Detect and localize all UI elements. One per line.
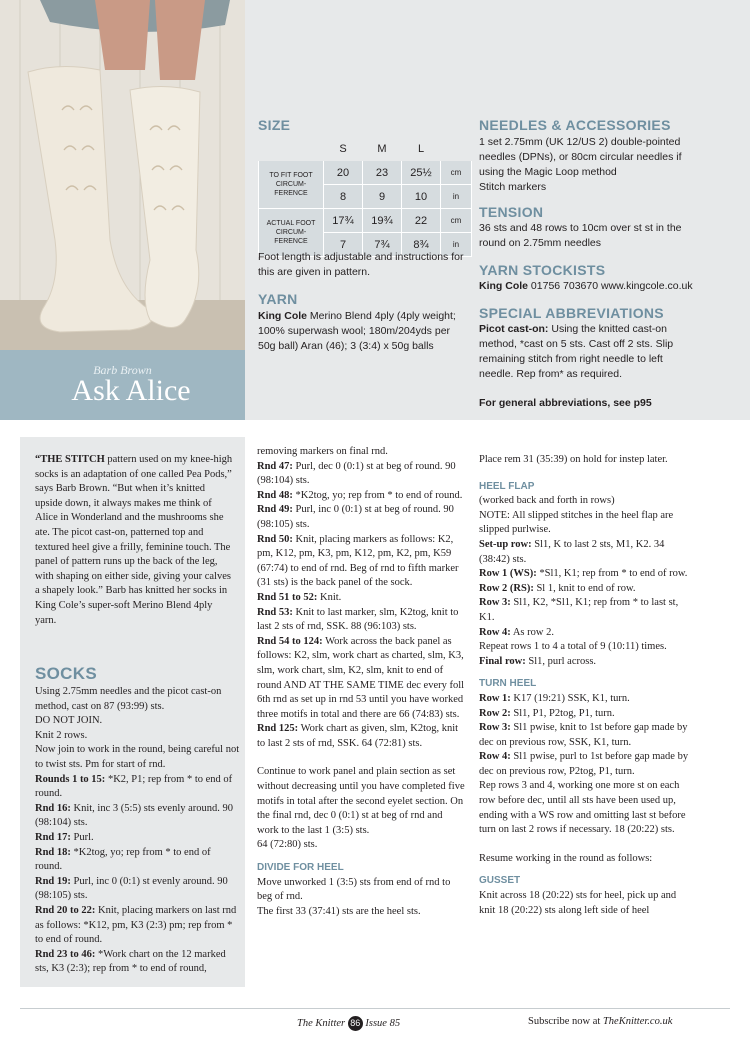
instruction-line: NOTE: All slipped stitches in the heel flap are slipped purlwise.	[479, 509, 674, 536]
instruction-line: Row 1: K17 (19:21) SSK, K1, turn.	[479, 692, 630, 704]
yarn-text: King Cole Merino Blend 4ply (4ply weight; 100% superwash wool; 180m/204yds per 50g ball) Aran (46); 3 (3:4) x 50g balls	[258, 310, 456, 352]
size-col-m: M	[363, 137, 402, 161]
instruction-line: Rnd 53: Knit to last marker, slm, K2tog, knit to last 2 sts of rnd, SSK. 88 (96:103) sts.	[257, 606, 459, 633]
instruction-line: Row 1 (WS): *Sl1, K1; rep from * to end of row.	[479, 568, 688, 580]
needles-text: 1 set 2.75mm (UK 12/US 2) double-pointed needles (DPNs), or 80cm circular needles if using the Magic Loop method Stitch markers	[479, 136, 682, 193]
socks-photo	[0, 0, 245, 350]
size-row-label: TO FIT FOOT CIRCUM- FERENCE	[259, 161, 324, 209]
instruction-line: Knit 2 rows.	[35, 729, 88, 741]
instruction-line: Rnd 20 to 22: Knit, placing markers on last rnd as follows: *K12, pm, K3 (2:3) pm; rep from * to end of round.	[35, 904, 237, 946]
size-cell: 25½	[402, 161, 441, 185]
instruction-line: Row 2: Sl1, P1, P2tog, P1, turn.	[479, 707, 615, 719]
size-cell: 7	[324, 233, 363, 257]
size-unit: in	[441, 233, 472, 257]
heel-flap-heading: HEEL FLAP	[479, 480, 535, 492]
abbrev-heading: SPECIAL ABBREVIATIONS	[479, 305, 664, 321]
instruction-line: Rnd 19: Purl, inc 0 (0:1) st evenly around. 90 (98:105) sts.	[35, 875, 228, 902]
size-cell: 8	[324, 185, 363, 209]
size-cell: 9	[363, 185, 402, 209]
instruction-line: Repeat rows 1 to 4 a total of 9 (10:11) times.	[479, 641, 667, 653]
heel-instructions	[479, 453, 689, 918]
size-cell: 17¾	[324, 209, 363, 233]
size-heading: SIZE	[258, 117, 291, 133]
instruction-line	[479, 838, 689, 852]
intro-text: “THE STITCH pattern used on my knee-high socks is an adaptation of one called Pea Pods,” says Barb Brown. “But when it’s knitted upside down, it always makes me think of Alice in Wonderland and the mushrooms she ate. The picot cast-on, patterned top and textured heel give a frilly, feminine touch. The panel of pattern runs up the back of the leg, with shaping on either side, giving your calves a shapely look.” Barb has knitted her socks in King Cole’s super-soft Merino Blend 4ply yarn.	[35, 454, 233, 626]
size-cell: 19¾	[363, 209, 402, 233]
instep-note: Place rem 31 (35:39) on hold for instep later.	[479, 454, 668, 465]
footer-magazine: The Knitter 86 Issue 85	[297, 1018, 401, 1029]
footer-rule	[20, 1008, 730, 1009]
instruction-line: Row 2 (RS): Sl 1, knit to end of row.	[479, 582, 636, 594]
instruction-line: Rnd 16: Knit, inc 3 (5:5) sts evenly around. 90 (98:104) sts.	[35, 802, 234, 829]
gusset-text: Knit across 18 (20:22) sts for heel, pick up and knit 18 (20:22) sts along left side of heel	[479, 890, 677, 916]
instruction-line: Rnd 51 to 52: Knit.	[257, 591, 342, 603]
turn-heel-rows	[479, 692, 689, 867]
size-cell: 7¾	[363, 233, 402, 257]
instruction-line: Rnd 48: *K2tog, yo; rep from * to end of round.	[257, 489, 463, 501]
instruction-line: Rnd 49: Purl, inc 0 (0:1) st at beg of round. 90 (98:105) sts.	[257, 504, 454, 530]
size-col-s: S	[324, 137, 363, 161]
divide-heel-heading: DIVIDE FOR HEEL	[257, 862, 344, 874]
size-cell: 22	[402, 209, 441, 233]
stockists-text: King Cole 01756 703670 www.kingcole.co.uk	[479, 280, 693, 292]
instruction-line: Rnd 50: Knit, placing markers as follows: K2, pm, K12, pm, K3, pm, K12, pm, K2, pm, K59 (67:74) to end of rnd. Beg of rnd to fifth marker (31 sts) is the back panel of the sock.	[257, 533, 459, 589]
instruction-line: Rnd 125: Work chart as given, slm, K2tog, knit to last 2 sts of rnd, SSK. 64 (72:81) sts.	[257, 723, 459, 749]
instruction-line: The first 33 (37:41) sts are the heel sts.	[257, 905, 421, 917]
abbrev-text: Picot cast-on: Using the knitted cast-on method, *cast on 5 sts. Cast off 2 sts. Slip remaining stitch from right needle to left needle. Rep from* as required.	[479, 323, 674, 380]
instruction-line: Continue to work panel and plain section as set without decreasing until you have completed five motifs in total after the second eyelet section. On the final rnd, dec 0 (0:1) st at beg of rnd and work to the last 1 (3:5) sts.	[257, 766, 465, 836]
instruction-line: Now join to work in the round, being careful not to twist sts. Pm for start of rnd.	[35, 744, 240, 770]
instruction-line: Set-up row: Sl1, K to last 2 sts, M1, K2. 34 (38:42) sts.	[479, 538, 665, 565]
instruction-line: Row 4: As row 2.	[479, 626, 554, 638]
instruction-line: Final row: Sl1, purl across.	[479, 655, 597, 667]
size-note: Foot length is adjustable and instructions for this are given in pattern.	[258, 251, 464, 278]
instruction-line: Rounds 1 to 15: *K2, P1; rep from * to end of round.	[35, 773, 233, 800]
author-name: Barb Brown	[93, 363, 152, 377]
instruction-line: Rnd 17: Purl.	[35, 831, 94, 843]
leg-instructions	[257, 445, 465, 919]
pattern-title: Ask Alice	[71, 374, 191, 407]
instruction-line: Rnd 54 to 124: Work across the back panel as follows: K2, slm, work chart as charted, slm, K3, slm, work chart, slm, K2, slm, knit to end of round AND AT THE SAME TIME dec every foll 6th rnd as set up in rnd 53 until you have worked three motifs in total and there are 66 (74:83) sts.	[257, 635, 465, 720]
socks-instructions	[35, 685, 240, 977]
socks-illustration	[0, 0, 245, 350]
instruction-line: Rnd 23 to 46: *Work chart on the 12 marked sts, K3 (2:3); rep from * to end of round,	[35, 948, 226, 975]
size-table	[258, 136, 472, 257]
instruction-line: Resume working in the round as follows:	[479, 852, 653, 864]
instruction-line: removing markers on final rnd.	[257, 446, 388, 457]
stockists-heading: YARN STOCKISTS	[479, 262, 606, 278]
instruction-line: (worked back and forth in rows)	[479, 495, 615, 507]
instruction-line: Row 3: Sl1 pwise, knit to 1st before gap made by dec on previous row, SSK, K1, turn.	[479, 722, 688, 748]
tension-heading: TENSION	[479, 204, 544, 220]
size-row-label: ACTUAL FOOT CIRCUM- FERENCE	[259, 209, 324, 257]
size-cell: 8¾	[402, 233, 441, 257]
site-link[interactable]: TheKnitter.co.uk	[602, 1016, 673, 1027]
size-cell: 10	[402, 185, 441, 209]
needles-heading: NEEDLES & ACCESSORIES	[479, 117, 671, 133]
size-unit: cm	[441, 209, 472, 233]
size-cell: 20	[324, 161, 363, 185]
instruction-line: Move unworked 1 (3:5) sts from end of rnd to beg of rnd.	[257, 876, 451, 903]
instruction-line: Rnd 18: *K2tog, yo; rep from * to end of round.	[35, 846, 211, 873]
instruction-line: 64 (72:80) sts.	[257, 839, 318, 851]
page-number: 86	[348, 1016, 363, 1031]
gusset-heading: GUSSET	[479, 875, 521, 887]
instruction-line: Row 4: Sl1 pwise, purl to 1st before gap made by dec on previous row, P2tog, P1, turn.	[479, 751, 689, 777]
instruction-line: Using 2.75mm needles and the picot cast-on method, cast on 87 (93:99) sts.	[35, 686, 222, 712]
socks-heading: SOCKS	[35, 664, 97, 683]
instruction-line: Rnd 47: Purl, dec 0 (0:1) st at beg of round. 90 (98:104) sts.	[257, 460, 456, 487]
instruction-line: Rep rows 3 and 4, working one more st on each row before dec, until all sts have been used up, ending with a WS row and omitting last st before turn on last 2 rows if necessary. 18 (20:22) sts.	[479, 780, 686, 836]
size-col-l: L	[402, 137, 441, 161]
general-abbrev: For general abbreviations, see p95	[479, 397, 652, 409]
size-cell: 23	[363, 161, 402, 185]
instruction-line: DO NOT JOIN.	[35, 715, 103, 727]
footer-subscribe: Subscribe now at TheKnitter.co.uk	[528, 1016, 673, 1027]
size-unit: cm	[441, 161, 472, 185]
yarn-heading: YARN	[258, 291, 298, 307]
instruction-line: Row 3: Sl1, K2, *Sl1, K1; rep from * to last st, K1.	[479, 597, 679, 623]
instruction-line	[257, 751, 465, 765]
heel-flap-rows	[479, 494, 689, 669]
turn-heel-heading: TURN HEEL	[479, 678, 537, 690]
size-unit: in	[441, 185, 472, 209]
tension-text: 36 sts and 48 rows to 10cm over st st in the round on 2.75mm needles	[479, 222, 682, 249]
